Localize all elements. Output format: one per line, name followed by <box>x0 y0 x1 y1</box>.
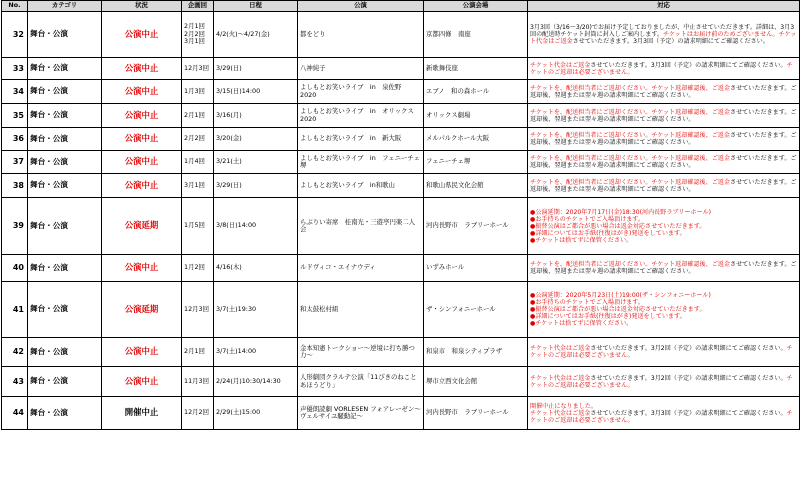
date-cell: 2/24(月)10:30/14:30 <box>214 367 298 397</box>
performance-cell: よしもとお笑いライブ in 泉佐野 2020 <box>298 80 424 104</box>
date-cell: 3/20(金) <box>214 128 298 151</box>
status-cell: 公演中止 <box>102 151 182 174</box>
header-row <box>2 1 800 12</box>
row-number: 44 <box>2 397 28 430</box>
detail-text: チケットのご返却は必要ございません。 <box>530 409 793 424</box>
date-cell: 4/16(木) <box>214 255 298 282</box>
detail-cell <box>528 174 800 198</box>
detail-text: ●お手持ちのチケットでご入場頂けます。 <box>530 299 644 306</box>
detail-text: チケットのご返却は必要ございません。 <box>530 345 793 359</box>
detail-text: させていただきます。ご返却後、翌週または翌々週の請求明細にてご確認ください。 <box>530 132 797 146</box>
detail-text: チケットを、配送担当者にご返却ください。チケット返却確認後、ご返金 <box>530 108 730 116</box>
detail-text: ●公演延期：2020年7月17日(金)18:30(河内長野ラブリーホール) <box>530 208 712 216</box>
row-number: 35 <box>2 104 28 128</box>
detail-text: チケットを、配送担当者にご返却ください。チケット返却確認後、ご返金 <box>530 132 730 139</box>
detail-text: ●チケットは捨てずに保管ください。 <box>530 320 633 327</box>
performance-cell: 都をどり <box>298 12 424 58</box>
category-cell: 舞台・公演 <box>28 128 102 151</box>
table-row <box>2 12 800 58</box>
detail-text: チケットを、配送担当者にご返却ください。チケット返却確認後、ご返金 <box>530 155 730 162</box>
round-cell <box>182 104 214 128</box>
round-line: 12月3回 <box>184 304 209 313</box>
round-line: 12月2回 <box>184 408 209 417</box>
date-cell: 3/15(日)14:00 <box>214 80 298 104</box>
category-cell: 舞台・公演 <box>28 58 102 80</box>
row-number: 39 <box>2 198 28 255</box>
detail-cell <box>528 255 800 282</box>
round-cell <box>182 174 214 198</box>
status-cell: 公演延期 <box>102 282 182 338</box>
round-cell <box>182 80 214 104</box>
cancellation-table <box>1 0 800 430</box>
detail-text: チケット代金はご返金 <box>530 345 591 352</box>
round-line: 1月4回 <box>184 157 205 166</box>
round-line: 2月2回 <box>184 29 205 38</box>
date-cell: 4/2(火)～4/27(金) <box>214 12 298 58</box>
round-line: 12月3回 <box>184 63 209 72</box>
detail-text: させていただきます。ご返却後、翌週または翌々週の請求明細にてご確認ください。 <box>530 84 797 99</box>
detail-text: させていただきます。3月3回（予定）の請求明細にてご確認ください。 <box>590 409 787 417</box>
performance-cell: 金本知憲トークショー～逆境に打ち勝つ力～ <box>298 338 424 367</box>
performance-cell: よしもとお笑いライブ in和歌山 <box>298 174 424 198</box>
table-row <box>2 282 800 338</box>
category-cell: 舞台・公演 <box>28 397 102 430</box>
round-cell <box>182 151 214 174</box>
column-header: 公演会場 <box>424 1 528 12</box>
venue-cell: 京都四條 南座 <box>424 12 528 58</box>
status-cell: 公演延期 <box>102 198 182 255</box>
category-cell: 舞台・公演 <box>28 174 102 198</box>
detail-cell <box>528 80 800 104</box>
detail-text: チケットを、配送担当者にご返却ください。チケット返却確認後、ご返金 <box>530 178 730 186</box>
detail-cell <box>528 128 800 151</box>
venue-cell: 新歌舞伎座 <box>424 58 528 80</box>
row-number: 40 <box>2 255 28 282</box>
date-cell: 3/16(月) <box>214 104 298 128</box>
column-header: 日程 <box>214 1 298 12</box>
detail-cell <box>528 12 800 58</box>
detail-text: させていただきます。ご返却後、翌週または翌々週の請求明細にてご確認ください。 <box>530 155 797 169</box>
status-cell: 公演中止 <box>102 174 182 198</box>
status-cell: 公演中止 <box>102 255 182 282</box>
round-line: 1月3回 <box>184 86 205 95</box>
detail-cell <box>528 151 800 174</box>
detail-text: チケットのご返却は必要ございません。 <box>530 61 793 76</box>
performance-cell: ルドヴィコ・エイナウディ <box>298 255 424 282</box>
round-cell <box>182 128 214 151</box>
performance-cell: 和太鼓松村組 <box>298 282 424 338</box>
venue-cell: 河内長野市 ラブリーホール <box>424 198 528 255</box>
detail-text: させていただきます。3月3回（予定）の請求明細にてご確認ください。 <box>572 38 769 45</box>
status-cell: 公演中止 <box>102 338 182 367</box>
table-row <box>2 198 800 255</box>
venue-cell: エブノ 和の森ホール <box>424 80 528 104</box>
venue-cell: メルパルクホール大阪 <box>424 128 528 151</box>
detail-text: させていただきます。3月2回（予定）の請求明細にてご確認ください。 <box>590 374 787 382</box>
performance-cell: よしもとお笑いライブ in 新大阪 <box>298 128 424 151</box>
table-row <box>2 397 800 430</box>
venue-cell: いずみホール <box>424 255 528 282</box>
venue-cell: フェニーチェ堺 <box>424 151 528 174</box>
detail-text: させていただきます。ご返却後、翌週または翌々週の請求明細にてご確認ください。 <box>530 178 797 193</box>
category-cell: 舞台・公演 <box>28 12 102 58</box>
round-line: 1月5回 <box>184 221 205 230</box>
round-cell <box>182 338 214 367</box>
performance-cell: らぶりい寄席 桂南光・三遊亭円楽二人会 <box>298 198 424 255</box>
row-number: 42 <box>2 338 28 367</box>
detail-text: チケットを、配送担当者にご返却ください。チケット返却確認後、ご返金 <box>530 84 730 92</box>
status-cell: 公演中止 <box>102 367 182 397</box>
detail-text: ●詳細についてはお手紙(往復はがき)発送をしています。 <box>530 313 686 320</box>
detail-cell <box>528 282 800 338</box>
date-cell: 3/7(土)14:00 <box>214 338 298 367</box>
table-row <box>2 338 800 367</box>
venue-cell: 堺市立西文化会館 <box>424 367 528 397</box>
detail-text: させていただきます。ご返却後、翌週または翌々週の請求明細にてご確認ください。 <box>530 261 797 275</box>
detail-text: ●お手持ちのチケットでご入場頂けます。 <box>530 215 644 223</box>
table-row <box>2 174 800 198</box>
column-header: 対応 <box>528 1 800 12</box>
table-row <box>2 151 800 174</box>
detail-text: 詳細は、3月3回の配送時チケット封筒に封入しご案内します。 <box>530 24 795 38</box>
detail-text: させていただきます。3月2回（予定）の請求明細にてご確認ください。 <box>590 345 787 352</box>
round-cell <box>182 58 214 80</box>
column-header: No. <box>2 1 28 12</box>
date-cell: 3/21(土) <box>214 151 298 174</box>
detail-cell <box>528 104 800 128</box>
table-row <box>2 128 800 151</box>
category-cell: 舞台・公演 <box>28 198 102 255</box>
detail-text: 開催中止になりました。 <box>530 402 598 410</box>
table-row <box>2 104 800 128</box>
performance-cell: 人形劇団クラルテ公演「11ぴきのねことあほうどり」 <box>298 367 424 397</box>
venue-cell: 和泉市 和泉シティプラザ <box>424 338 528 367</box>
detail-text: チケット代金はご返金 <box>530 409 591 417</box>
round-cell <box>182 198 214 255</box>
table-row <box>2 58 800 80</box>
detail-text: ●公演延期：2020年5月23日(土)19:00(ザ・シンフォニーホール) <box>530 292 711 299</box>
detail-text: させていただきます。3月3回（予定）の請求明細にてご確認ください。 <box>590 61 787 69</box>
category-cell: 舞台・公演 <box>28 80 102 104</box>
detail-text: チケットを、配送担当者にご返却ください。チケット返却確認後、ご返金 <box>530 261 730 268</box>
status-cell: 公演中止 <box>102 58 182 80</box>
detail-text: ●振替公演はご都合が悪い場合は返金対応させていただきます。 <box>530 222 706 230</box>
column-header: 状況 <box>102 1 182 12</box>
detail-text: ●詳細についてはお手紙(往復はがき)発送をしています。 <box>530 229 686 237</box>
table-row <box>2 255 800 282</box>
row-number: 32 <box>2 12 28 58</box>
row-number: 34 <box>2 80 28 104</box>
round-line: 11月3回 <box>184 376 209 385</box>
venue-cell: 河内長野市 ラブリーホール <box>424 397 528 430</box>
detail-text: ●振替公演はご都合が悪い場合は返金対応させていただきます。 <box>530 306 706 313</box>
column-header: 公演 <box>298 1 424 12</box>
row-number: 41 <box>2 282 28 338</box>
category-cell: 舞台・公演 <box>28 367 102 397</box>
date-cell: 2/29(土)15:00 <box>214 397 298 430</box>
status-cell: 公演中止 <box>102 80 182 104</box>
table-row <box>2 80 800 104</box>
round-cell <box>182 282 214 338</box>
round-line: 2月2回 <box>184 134 205 143</box>
round-line: 3月1回 <box>184 180 205 189</box>
column-header: 企画回 <box>182 1 214 12</box>
date-cell: 3/7(土)19:30 <box>214 282 298 338</box>
round-line: 3月1回 <box>184 37 205 46</box>
performance-cell: よしもとお笑いライブ in オリックス 2020 <box>298 104 424 128</box>
row-number: 38 <box>2 174 28 198</box>
detail-cell <box>528 58 800 80</box>
detail-text: チケットのご返却は必要ございません。 <box>530 374 793 389</box>
performance-cell: よしもとお笑いライブ in フェニーチェ堺 <box>298 151 424 174</box>
venue-cell: オリックス劇場 <box>424 104 528 128</box>
venue-cell: ザ・シンフォニーホール <box>424 282 528 338</box>
detail-cell <box>528 198 800 255</box>
venue-cell: 和歌山県民文化会館 <box>424 174 528 198</box>
performance-cell: 声優朗読劇 VORLESEN フォアレーゼン～ヴェルサイユ騒動記～ <box>298 397 424 430</box>
row-number: 43 <box>2 367 28 397</box>
date-cell: 3/29(日) <box>214 58 298 80</box>
row-number: 37 <box>2 151 28 174</box>
detail-text: チケット代金はご返金 <box>530 374 591 382</box>
round-cell <box>182 12 214 58</box>
round-cell <box>182 367 214 397</box>
row-number: 36 <box>2 128 28 151</box>
detail-text: チケット代金はご返金 <box>530 61 591 69</box>
round-line: 2月1回 <box>184 110 205 119</box>
table-row <box>2 367 800 397</box>
detail-cell <box>528 397 800 430</box>
status-cell: 公演中止 <box>102 104 182 128</box>
category-cell: 舞台・公演 <box>28 282 102 338</box>
detail-text: ●チケットは捨てずに保管ください。 <box>530 236 633 244</box>
category-cell: 舞台・公演 <box>28 338 102 367</box>
round-cell <box>182 397 214 430</box>
column-header: カテゴリ <box>28 1 102 12</box>
status-cell: 公演中止 <box>102 128 182 151</box>
performance-cell: 八神純子 <box>298 58 424 80</box>
date-cell: 3/8(日)14:00 <box>214 198 298 255</box>
status-cell: 開催中止 <box>102 397 182 430</box>
round-line: 1月2回 <box>184 263 205 272</box>
category-cell: 舞台・公演 <box>28 255 102 282</box>
round-line: 2月1回 <box>184 22 205 31</box>
detail-cell <box>528 367 800 397</box>
round-line: 2月1回 <box>184 347 205 356</box>
detail-cell <box>528 338 800 367</box>
status-cell: 公演中止 <box>102 12 182 58</box>
detail-text: チケットはお届け前のためございません。チケット代金はご返金 <box>530 31 797 45</box>
row-number: 33 <box>2 58 28 80</box>
detail-text: させていただきます。ご返却後、翌週または翌々週の請求明細にてご確認ください。 <box>530 108 797 123</box>
category-cell: 舞台・公演 <box>28 104 102 128</box>
detail-text: 3月3回（3/16～3/20)でお届け予定しておりましたが、中止させていただきます。 <box>530 24 756 31</box>
round-cell <box>182 255 214 282</box>
category-cell: 舞台・公演 <box>28 151 102 174</box>
date-cell: 3/29(日) <box>214 174 298 198</box>
table-body <box>2 12 800 430</box>
